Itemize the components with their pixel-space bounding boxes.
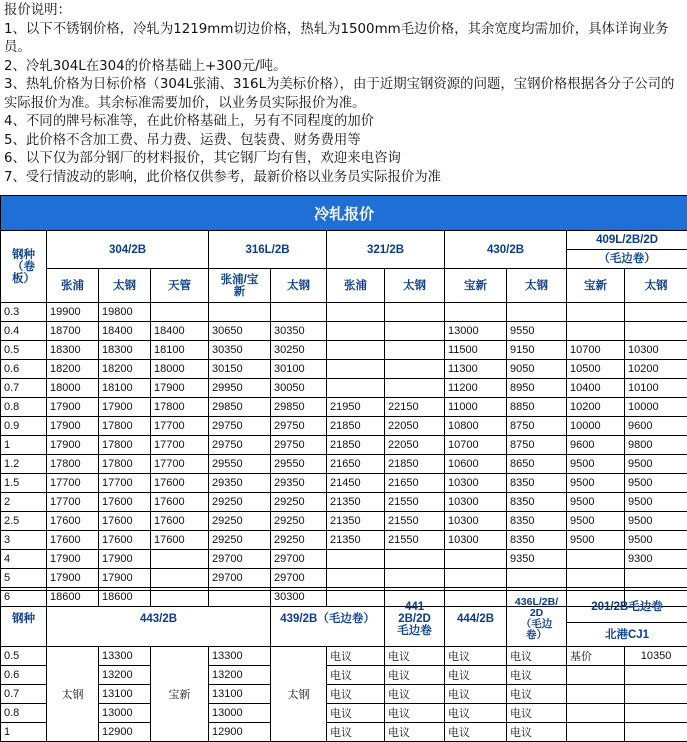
phone-quote-cell: 电议 <box>327 704 385 723</box>
price-notes <box>4 2 686 187</box>
price-cell: 9500 <box>567 531 625 550</box>
table-row <box>1 569 687 588</box>
price-cell <box>385 360 445 379</box>
price-cell: 8350 <box>507 531 567 550</box>
price-cell: 21550 <box>385 512 445 531</box>
price-cell: 30050 <box>271 379 327 398</box>
grade-201-subheader: 北港CJ1 <box>567 623 687 647</box>
price-cell: 18400 <box>99 322 151 341</box>
thickness-cell: 0.3 <box>1 303 47 322</box>
grade-201-header: 201/2B毛边卷 <box>567 591 687 623</box>
price-cell: 8650 <box>507 455 567 474</box>
phone-quote-cell: 电议 <box>385 685 445 704</box>
empty-cell <box>567 704 625 723</box>
mill-header: 张浦 <box>47 269 99 303</box>
thickness-cell: 3 <box>1 531 47 550</box>
price-cell: 9600 <box>625 417 687 436</box>
price-cell: 30300 <box>271 588 327 607</box>
price-cell <box>327 379 385 398</box>
price-cell: 8750 <box>507 417 567 436</box>
phone-quote-cell: 电议 <box>507 666 567 685</box>
price-cell <box>507 303 567 322</box>
mill-header: 宝新 <box>567 269 625 303</box>
thickness-cell: 0.5 <box>1 647 47 666</box>
price-cell: 10700 <box>445 436 507 455</box>
price-cell <box>567 303 625 322</box>
price-cell: 17900 <box>47 417 99 436</box>
thickness-cell: 1 <box>1 436 47 455</box>
grade-439-header: 439/2B（毛边卷） <box>271 591 385 647</box>
price-cell: 17600 <box>99 493 151 512</box>
price-cell: 21550 <box>385 493 445 512</box>
price-cell: 10000 <box>625 398 687 417</box>
phone-quote-cell: 电议 <box>445 704 507 723</box>
mill-cell: 太钢 <box>271 647 327 742</box>
price-cell: 18100 <box>151 341 209 360</box>
table-row <box>1 341 687 360</box>
price-cell: 29250 <box>209 512 271 531</box>
price-cell: 17600 <box>99 512 151 531</box>
price-cell: 13300 <box>209 647 271 666</box>
price-cell: 29350 <box>209 474 271 493</box>
price-cell: 13200 <box>99 666 151 685</box>
price-cell: 17800 <box>47 455 99 474</box>
price-cell <box>385 322 445 341</box>
price-cell: 21350 <box>327 512 385 531</box>
thickness-cell: 0.6 <box>1 666 47 685</box>
lower-price-table <box>0 590 687 742</box>
thickness-cell: 5 <box>1 569 47 588</box>
thickness-cell: 1.5 <box>1 474 47 493</box>
price-cell: 21850 <box>327 436 385 455</box>
note-line: 5、此价格不含加工费、吊力费、运费、包装费、财务费用等 <box>4 132 686 151</box>
price-cell: 21850 <box>385 455 445 474</box>
table-row <box>1 723 687 742</box>
price-cell: 17700 <box>151 436 209 455</box>
price-cell <box>625 303 687 322</box>
phone-quote-cell: 电议 <box>385 704 445 723</box>
price-cell: 10200 <box>567 398 625 417</box>
price-cell: 17800 <box>99 436 151 455</box>
table-row <box>1 322 687 341</box>
price-cell: 9500 <box>567 455 625 474</box>
price-cell: 17600 <box>151 493 209 512</box>
price-cell: 9050 <box>507 360 567 379</box>
price-cell: 18600 <box>99 588 151 607</box>
price-cell: 17700 <box>151 455 209 474</box>
price-cell: 13200 <box>209 666 271 685</box>
thickness-cell: 1 <box>1 723 47 742</box>
mill-cell: 宝新 <box>151 647 209 742</box>
price-cell: 8350 <box>507 493 567 512</box>
base-price-label: 基价 <box>567 647 625 666</box>
price-cell: 9350 <box>507 550 567 569</box>
price-cell: 9500 <box>625 493 687 512</box>
note-line: 1、以下不锈钢价格，冷轧为1219mm切边价格，热轧为1500mm毛边价格，其余宽度均需加价，具体详询业务员。 <box>4 21 686 58</box>
price-cell <box>209 303 271 322</box>
notes-title: 报价说明： <box>4 2 686 21</box>
price-cell: 21550 <box>385 531 445 550</box>
price-cell: 10000 <box>567 417 625 436</box>
phone-quote-cell: 电议 <box>507 723 567 742</box>
price-cell: 13300 <box>99 647 151 666</box>
table-row <box>1 685 687 704</box>
price-cell: 17800 <box>151 398 209 417</box>
price-cell: 8850 <box>507 398 567 417</box>
phone-quote-cell: 电议 <box>445 685 507 704</box>
price-cell: 30100 <box>271 360 327 379</box>
empty-cell <box>625 666 687 685</box>
phone-quote-cell: 电议 <box>385 647 445 666</box>
table-row <box>1 666 687 685</box>
mill-header: 张浦/宝 新 <box>209 269 271 303</box>
price-cell: 9150 <box>507 341 567 360</box>
price-cell <box>385 303 445 322</box>
grade-316l-header: 316L/2B <box>209 231 327 269</box>
price-cell: 29700 <box>271 550 327 569</box>
price-cell: 11200 <box>445 379 507 398</box>
price-cell <box>385 341 445 360</box>
price-cell: 9600 <box>567 436 625 455</box>
price-cell: 29750 <box>209 436 271 455</box>
price-cell: 9500 <box>625 512 687 531</box>
mill-cell: 太钢 <box>47 647 99 742</box>
phone-quote-cell: 电议 <box>327 723 385 742</box>
grade-441-header: 441 2B/2D 毛边卷 <box>385 591 445 647</box>
phone-quote-cell: 电议 <box>385 666 445 685</box>
thickness-cell: 2 <box>1 493 47 512</box>
price-cell: 29700 <box>209 569 271 588</box>
price-cell <box>385 569 445 588</box>
price-cell: 18300 <box>47 341 99 360</box>
note-line: 6、以下仅为部分钢厂的材料报价，其它钢厂均有售，欢迎来电咨询 <box>4 150 686 169</box>
price-cell <box>567 569 625 588</box>
price-cell: 21350 <box>327 531 385 550</box>
table-row <box>1 417 687 436</box>
price-cell: 10400 <box>567 379 625 398</box>
price-cell <box>567 322 625 341</box>
mill-header: 太钢 <box>99 269 151 303</box>
price-cell <box>445 569 507 588</box>
price-cell: 29250 <box>209 531 271 550</box>
price-cell: 21350 <box>327 493 385 512</box>
price-cell <box>327 341 385 360</box>
grade-444-header: 444/2B <box>445 591 507 647</box>
price-cell: 18000 <box>151 360 209 379</box>
price-cell: 17900 <box>47 398 99 417</box>
price-cell: 30250 <box>271 341 327 360</box>
price-cell: 12900 <box>99 723 151 742</box>
price-cell: 29550 <box>271 455 327 474</box>
price-cell: 11500 <box>445 341 507 360</box>
thickness-cell: 0.9 <box>1 417 47 436</box>
thickness-cell: 1.2 <box>1 455 47 474</box>
price-cell: 29750 <box>271 417 327 436</box>
price-cell: 30650 <box>209 322 271 341</box>
price-cell: 18200 <box>47 360 99 379</box>
price-cell: 21650 <box>385 474 445 493</box>
table-row <box>1 550 687 569</box>
steel-type-header: 钢种 （卷 板） <box>1 231 47 303</box>
price-cell: 8350 <box>507 512 567 531</box>
price-cell: 17600 <box>47 531 99 550</box>
price-cell: 13000 <box>99 704 151 723</box>
table-row <box>1 512 687 531</box>
price-cell: 17800 <box>99 417 151 436</box>
price-cell <box>385 379 445 398</box>
price-cell: 17900 <box>47 569 99 588</box>
empty-cell <box>625 685 687 704</box>
price-cell: 29700 <box>271 569 327 588</box>
price-cell: 29700 <box>209 550 271 569</box>
thickness-cell: 0.6 <box>1 360 47 379</box>
price-cell: 13000 <box>209 704 271 723</box>
price-cell: 18600 <box>47 588 99 607</box>
price-cell: 29250 <box>271 493 327 512</box>
price-cell: 10300 <box>625 341 687 360</box>
price-cell <box>567 550 625 569</box>
empty-cell <box>567 723 625 742</box>
price-cell <box>327 322 385 341</box>
price-cell: 29850 <box>209 398 271 417</box>
price-cell: 21850 <box>327 417 385 436</box>
table-row <box>1 379 687 398</box>
mill-header: 天管 <box>151 269 209 303</box>
thickness-cell: 6 <box>1 588 47 607</box>
note-line: 4、不同的牌号标准等，在此价格基础上，另有不同程度的加价 <box>4 113 686 132</box>
price-cell: 29250 <box>271 531 327 550</box>
price-cell: 29850 <box>271 398 327 417</box>
phone-quote-cell: 电议 <box>327 666 385 685</box>
price-cell: 17800 <box>99 455 151 474</box>
note-line: 2、冷轧304L在304的价格基础上+300元/吨。 <box>4 58 686 77</box>
price-cell: 22050 <box>385 436 445 455</box>
price-cell: 29550 <box>209 455 271 474</box>
price-cell: 10300 <box>445 512 507 531</box>
thickness-cell: 0.7 <box>1 685 47 704</box>
thickness-cell: 2.5 <box>1 512 47 531</box>
mill-header: 张浦 <box>327 269 385 303</box>
price-cell: 11000 <box>445 398 507 417</box>
thickness-cell: 0.7 <box>1 379 47 398</box>
price-cell: 10200 <box>625 360 687 379</box>
price-cell: 13100 <box>99 685 151 704</box>
mill-header: 宝新 <box>445 269 507 303</box>
grade-443-header: 443/2B <box>47 591 271 647</box>
price-cell: 17900 <box>47 550 99 569</box>
empty-cell <box>625 704 687 723</box>
price-cell: 9500 <box>567 474 625 493</box>
empty-cell <box>567 666 625 685</box>
price-cell <box>327 569 385 588</box>
price-cell: 9800 <box>625 436 687 455</box>
steel-type-header: 钢种 <box>1 591 47 647</box>
price-cell: 17900 <box>47 436 99 455</box>
phone-quote-cell: 电议 <box>327 685 385 704</box>
thickness-cell: 0.5 <box>1 341 47 360</box>
price-cell: 9300 <box>625 550 687 569</box>
phone-quote-cell: 电议 <box>507 704 567 723</box>
price-cell <box>151 569 209 588</box>
price-cell: 10500 <box>567 360 625 379</box>
price-cell: 18400 <box>151 322 209 341</box>
price-cell: 17600 <box>151 531 209 550</box>
price-cell: 10800 <box>445 417 507 436</box>
price-cell: 17600 <box>151 512 209 531</box>
price-cell: 22050 <box>385 417 445 436</box>
price-cell: 18300 <box>99 341 151 360</box>
table-title: 冷轧报价 <box>1 196 687 231</box>
price-cell: 8950 <box>507 379 567 398</box>
price-cell: 30350 <box>209 341 271 360</box>
price-cell <box>151 550 209 569</box>
mill-header: 太钢 <box>271 269 327 303</box>
price-cell: 10300 <box>445 474 507 493</box>
grade-409l-header: 409L/2B/2D <box>567 231 687 250</box>
price-cell: 8350 <box>507 474 567 493</box>
price-cell <box>507 569 567 588</box>
price-cell: 29750 <box>271 436 327 455</box>
price-cell: 17600 <box>47 512 99 531</box>
price-cell: 18000 <box>47 379 99 398</box>
thickness-cell: 0.8 <box>1 398 47 417</box>
note-line: 3、热轧价格为日标价格（304L张浦、316L为美标价格），由于近期宝钢资源的问题，宝钢价格根据各分子公司的实际报价为准。其余标准需要加价，以业务员实际报价为准。 <box>4 76 686 113</box>
empty-cell <box>567 685 625 704</box>
base-price-value: 10350 <box>625 647 687 666</box>
price-cell <box>625 569 687 588</box>
table-row <box>1 531 687 550</box>
thickness-cell: 0.8 <box>1 704 47 723</box>
price-cell: 10700 <box>567 341 625 360</box>
price-cell: 10300 <box>445 493 507 512</box>
price-cell: 21450 <box>327 474 385 493</box>
thickness-cell: 4 <box>1 550 47 569</box>
price-cell <box>327 360 385 379</box>
price-cell: 9500 <box>567 512 625 531</box>
price-cell: 19900 <box>47 303 99 322</box>
table-row <box>1 303 687 322</box>
price-cell <box>327 303 385 322</box>
price-cell: 10600 <box>445 455 507 474</box>
price-cell: 18100 <box>99 379 151 398</box>
price-cell: 13100 <box>209 685 271 704</box>
price-cell: 29350 <box>271 474 327 493</box>
price-cell <box>151 303 209 322</box>
price-cell: 17900 <box>99 550 151 569</box>
price-cell: 9500 <box>567 493 625 512</box>
phone-quote-cell: 电议 <box>445 647 507 666</box>
price-cell: 30150 <box>209 360 271 379</box>
price-cell: 9550 <box>507 322 567 341</box>
price-cell: 17900 <box>99 569 151 588</box>
mill-header: 太钢 <box>385 269 445 303</box>
price-cell <box>327 550 385 569</box>
table-row <box>1 647 687 666</box>
price-cell: 30350 <box>271 322 327 341</box>
price-cell: 29750 <box>209 417 271 436</box>
price-cell: 29250 <box>209 493 271 512</box>
empty-cell <box>625 723 687 742</box>
price-cell: 17900 <box>151 379 209 398</box>
mill-header: 太钢 <box>625 269 687 303</box>
grade-409l-subheader: （毛边卷） <box>567 250 687 269</box>
phone-quote-cell: 电议 <box>445 666 507 685</box>
price-cell <box>445 550 507 569</box>
price-cell: 17700 <box>99 474 151 493</box>
grade-430-header: 430/2B <box>445 231 567 269</box>
price-cell: 17700 <box>47 493 99 512</box>
price-cell: 10100 <box>625 379 687 398</box>
table-row <box>1 493 687 512</box>
price-cell: 9500 <box>625 474 687 493</box>
price-cell <box>445 303 507 322</box>
table-row <box>1 436 687 455</box>
phone-quote-cell: 电议 <box>327 647 385 666</box>
price-cell: 17700 <box>151 417 209 436</box>
price-cell: 8750 <box>507 436 567 455</box>
price-cell: 17900 <box>99 398 151 417</box>
table-row <box>1 360 687 379</box>
table-row <box>1 474 687 493</box>
price-cell: 17700 <box>47 474 99 493</box>
price-cell: 13000 <box>445 322 507 341</box>
cold-rolled-price-table <box>0 195 687 607</box>
price-cell: 18700 <box>47 322 99 341</box>
price-cell: 17600 <box>151 474 209 493</box>
grade-321-header: 321/2B <box>327 231 445 269</box>
phone-quote-cell: 电议 <box>385 723 445 742</box>
price-cell: 12900 <box>209 723 271 742</box>
price-cell <box>271 303 327 322</box>
price-cell <box>385 550 445 569</box>
price-cell: 17600 <box>99 531 151 550</box>
price-cell: 9500 <box>625 531 687 550</box>
price-cell: 9500 <box>625 455 687 474</box>
price-cell: 21950 <box>327 398 385 417</box>
price-cell: 29250 <box>271 512 327 531</box>
phone-quote-cell: 电议 <box>507 647 567 666</box>
price-cell: 10300 <box>445 531 507 550</box>
price-cell: 29950 <box>209 379 271 398</box>
price-cell <box>625 322 687 341</box>
price-cell: 18200 <box>99 360 151 379</box>
table-row <box>1 455 687 474</box>
price-cell: 19800 <box>99 303 151 322</box>
price-cell: 11300 <box>445 360 507 379</box>
mill-header: 太钢 <box>507 269 567 303</box>
thickness-cell: 0.4 <box>1 322 47 341</box>
grade-436l-header: 436L/2B/ 2D （毛边 卷） <box>507 591 567 647</box>
phone-quote-cell: 电议 <box>445 723 507 742</box>
table-row <box>1 398 687 417</box>
price-cell: 21650 <box>327 455 385 474</box>
phone-quote-cell: 电议 <box>507 685 567 704</box>
price-cell: 22150 <box>385 398 445 417</box>
note-line: 7、受行情波动的影响，此价格仅供参考，最新价格以业务员实际报价为准 <box>4 169 686 188</box>
grade-304-header: 304/2B <box>47 231 209 269</box>
table-row <box>1 704 687 723</box>
